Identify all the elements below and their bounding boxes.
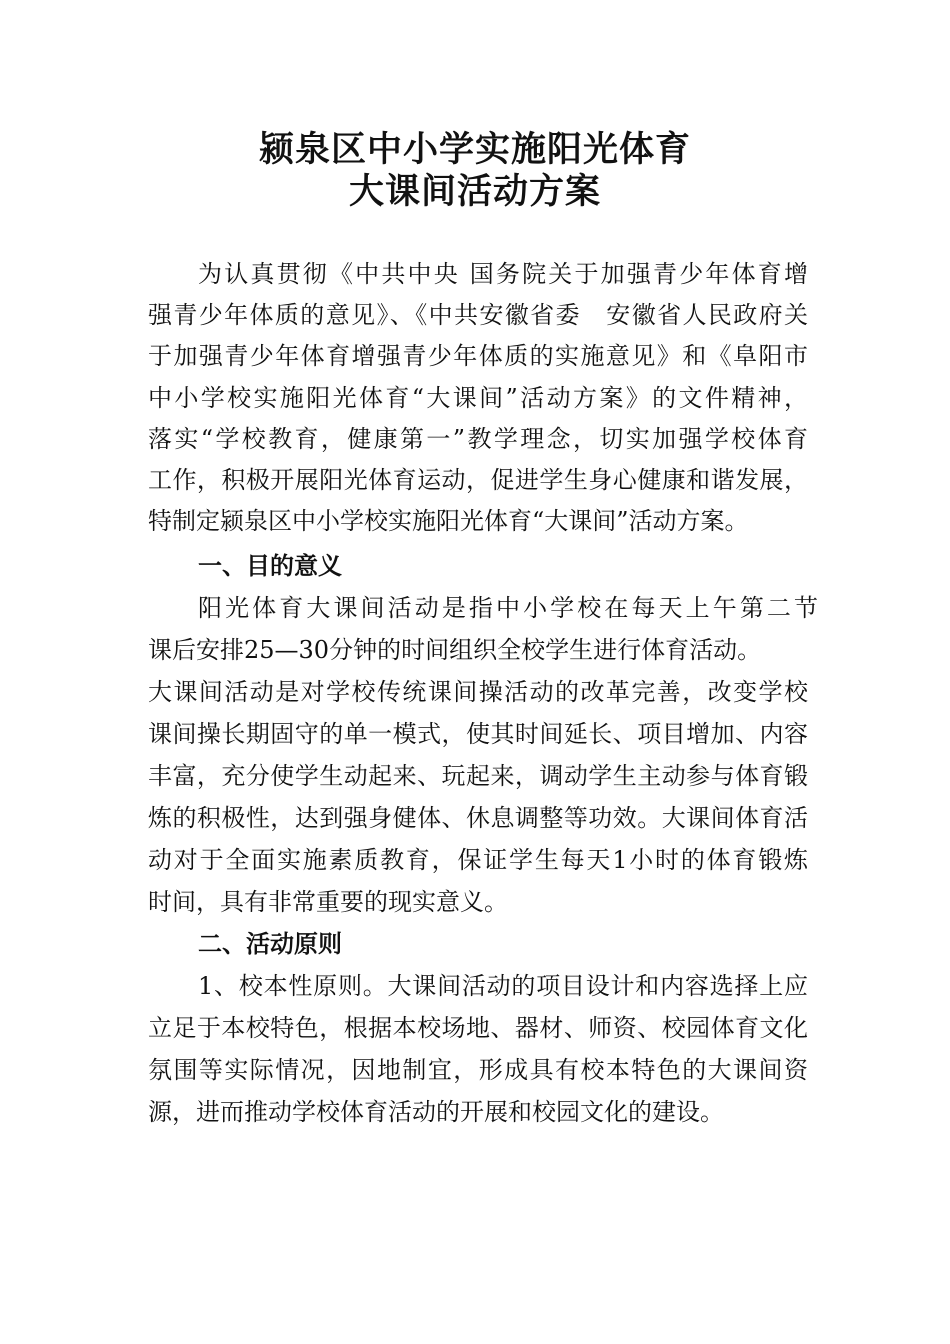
section1-line: 丰富，充分使学生动起来、玩起来，调动学生主动参与体育锻 — [148, 762, 808, 790]
section2-line: 1、校本性原则。大课间活动的项目设计和内容选择上应 — [198, 972, 808, 1000]
intro-line: 工作，积极开展阳光体育运动，促进学生身心健康和谐发展， — [148, 466, 808, 494]
section1-line: 课后安排25—30分钟的时间组织全校学生进行体育活动。 — [148, 636, 762, 664]
section-heading-principles: 二、活动原则 — [198, 930, 342, 958]
section1-line: 炼的积极性，达到强身健体、休息调整等功效。大课间体育活 — [148, 804, 808, 832]
intro-line: 落实“学校教育，健康第一”教学理念，切实加强学校体育 — [148, 425, 808, 453]
section2-line: 源，进而推动学校体育活动的开展和校园文化的建设。 — [148, 1098, 724, 1126]
section1-line: 阳光体育大课间活动是指中小学校在每天上午第二节 — [198, 594, 818, 622]
document-title-line-2: 大课间活动方案 — [348, 172, 601, 212]
intro-line: 中小学校实施阳光体育“大课间”活动方案》的文件精神， — [148, 384, 808, 412]
intro-line: 为认真贯彻《中共中央 国务院关于加强青少年体育增 — [198, 260, 808, 288]
section2-line: 立足于本校特色，根据本校场地、器材、师资、校园体育文化 — [148, 1014, 808, 1042]
section1-line: 课间操长期固守的单一模式，使其时间延长、项目增加、内容 — [148, 720, 808, 748]
intro-line: 于加强青少年体育增强青少年体质的实施意见》和《阜阳市 — [148, 342, 808, 370]
section1-line: 时间，具有非常重要的现实意义。 — [148, 888, 508, 916]
intro-line: 特制定颍泉区中小学校实施阳光体育“大课间”活动方案。 — [148, 507, 749, 535]
section1-line: 大课间活动是对学校传统课间操活动的改革完善，改变学校 — [148, 678, 808, 706]
section2-line: 氛围等实际情况，因地制宜，形成具有校本特色的大课间资 — [148, 1056, 808, 1084]
intro-line: 强青少年体质的意见》、《中共安徽省委 安徽省人民政府关 — [148, 301, 808, 329]
section-heading-purpose: 一、目的意义 — [198, 552, 342, 580]
document-title-line-1: 颍泉区中小学实施阳光体育 — [258, 130, 691, 170]
section1-line: 动对于全面实施素质教育，保证学生每天1小时的体育锻炼 — [148, 846, 808, 874]
